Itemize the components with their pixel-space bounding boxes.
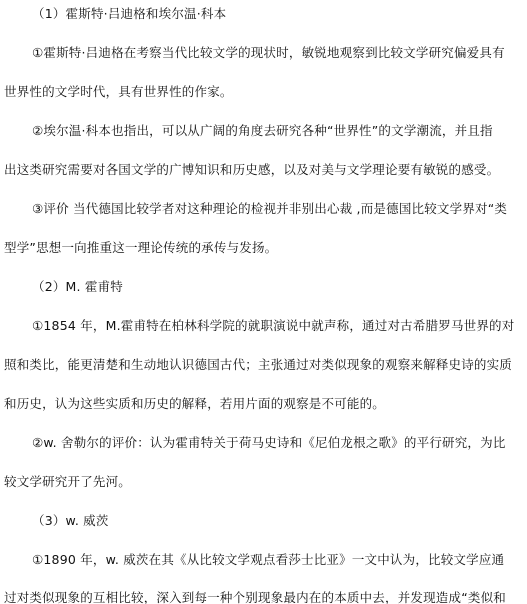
paragraph-line: 世界性的文学时代，具有世界性的作家。 [4,84,233,99]
section-heading-3: （3）w. 威茨 [32,513,109,528]
paragraph-line: ①1854 年，M.霍甫特在柏林科学院的就职演说中就声称，通过对古希腊罗马世界的对 [32,318,515,333]
section-heading-1: （1）霍斯特·吕迪格和埃尔温·科本 [32,6,227,21]
paragraph-line: 和历史，认为这些实质和历史的解释，若用片面的观察是不可能的。 [4,396,386,411]
paragraph-line: 较文学研究开了先河。 [4,474,132,489]
paragraph-line: ①霍斯特·吕迪格在考察当代比较文学的现状时，敏锐地观察到比较文学研究偏爱具有 [32,45,505,60]
paragraph-line: 照和类比，能更清楚和生动地认识德国古代；主张通过对类似现象的观察来解释史诗的实质 [4,357,513,372]
paragraph-line: ②埃尔温·科本也指出，可以从广阔的角度去研究各种“世界性”的文学潮流，并且指 [32,123,493,138]
paragraph-line: 出这类研究需要对各国文学的广博知识和历史感，以及对美与文学理论要有敏锐的感受。 [4,162,500,177]
section-heading-2: （2）M. 霍甫特 [32,279,123,294]
paragraph-line: ③评价 当代德国比较学者对这种理论的检视并非别出心裁 ,而是德国比较文学界对“类 [32,201,508,216]
paragraph-line: 过对类似现象的互相比较，深入到每一种个别现象最内在的本质中去，并发现造成“类似和 [4,590,506,604]
paragraph-line: ①1890 年，w. 威茨在其《从比较文学观点看莎士比亚》一文中认为，比较文学应通 [32,552,505,567]
paragraph-line: ②w. 舍勒尔的评价：认为霍甫特关于荷马史诗和《尼伯龙根之歌》的平行研究，为比 [32,435,506,450]
paragraph-line: 型学”思想一向推重这一理论传统的承传与发扬。 [4,240,278,255]
